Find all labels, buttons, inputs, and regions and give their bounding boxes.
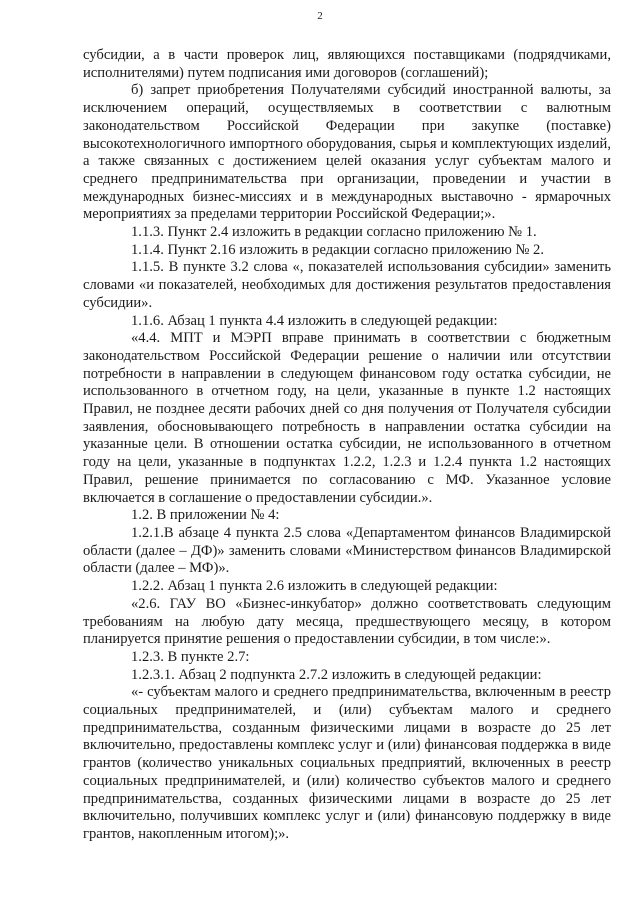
- paragraph-1-2-3-1: 1.2.3.1. Абзац 2 подпункта 2.7.2 изложить в следующей редакции:: [131, 666, 542, 683]
- paragraph-1-2-3: 1.2.3. В пункте 2.7:: [131, 648, 250, 665]
- paragraph-item-b: б) запрет приобретения Получателями субсидий иностранной валюты, за исключением операций, осуществляемых в соответствии с валютным законодательством Российской Федерации при закупке (поставке) высокотехнологичного импортного оборудования, сырья и комплектующих изделий, а также связанных с достижением целей оказания услуг субъектам малого и среднего предпринимательства при организации, проведении и участии в международных бизнес-миссиях и в международных выставочно - ярмарочных мероприятиях за пределами территории Российской Федерации;».: [83, 82, 611, 223]
- page-number: 2: [317, 10, 323, 22]
- paragraph-1-1-4: 1.1.4. Пункт 2.16 изложить в редакции согласно приложению № 2.: [131, 241, 544, 258]
- document-body: [83, 47, 611, 844]
- paragraph-1-1-6: 1.1.6. Абзац 1 пункта 4.4 изложить в следующей редакции:: [131, 312, 498, 329]
- paragraph-1-2: 1.2. В приложении № 4:: [131, 507, 280, 524]
- paragraph-quote-2-6: «2.6. ГАУ ВО «Бизнес-инкубатор» должно соответствовать следующим требованиям на любую дату месяца, предшествующего месяцу, в котором планируется принятие решения о предоставлении субсидии, в том числе:».: [83, 595, 611, 648]
- paragraph-quote-2-7-2: «- субъектам малого и среднего предпринимательства, включенным в реестр социальных предпринимателей, и (или) субъектам малого и среднего предпринимательства, созданным физическими лицами в возрасте до 25 лет включительно, предоставлены комплекс услуг и (или) финансовая поддержка в виде грантов (количество уникальных социальных предприятий, включенных в реестр социальных предпринимателей, и (или) количество субъектов малого и среднего предпринимательства, созданных физическими лицами в возрасте до 25 лет включительно, получивших комплекс услуг и (или) финансовую поддержку в виде грантов, накопленным итогом);».: [83, 684, 611, 842]
- paragraph-quote-4-4: «4.4. МПТ и МЭРП вправе принимать в соответствии с бюджетным законодательством Российской Федерации решение о наличии или отсутствии потребности в направлении в следующем финансовом году остатка субсидии, не использованного в отчетном году, на цели, указанные в пункте 1.2 настоящих Правил, не позднее десяти рабочих дней со дня получения от Получателя субсидии заявления, обосновывающего потребность в направлении остатка субсидии на указанные цели. В отношении остатка субсидии, не использованного в отчетном году на цели, указанные в подпунктах 1.2.2, 1.2.3 и 1.2.4 пункта 1.2 настоящих Правил, решение принимается по согласованию с МФ. Указанное условие включается в соглашение о предоставлении субсидии.».: [83, 330, 611, 506]
- paragraph-1-2-1: 1.2.1.В абзаце 4 пункта 2.5 слова «Департаментом финансов Владимирской области (далее – ДФ)» заменить словами «Министерством финансов Владимирской области (далее – МФ)».: [83, 524, 611, 577]
- paragraph-1-1-3: 1.1.3. Пункт 2.4 изложить в редакции согласно приложению № 1.: [131, 224, 537, 241]
- paragraph-1-2-2: 1.2.2. Абзац 1 пункта 2.6 изложить в следующей редакции:: [131, 578, 498, 595]
- paragraph-continuation: субсидии, а в части проверок лиц, являющихся поставщиками (подрядчиками, исполнителями) путем подписания ими договоров (соглашений);: [83, 47, 611, 81]
- paragraph-1-1-5: 1.1.5. В пункте 3.2 слова «, показателей использования субсидии» заменить словами «и показателей, необходимых для достижения результатов предоставления субсидии».: [83, 259, 611, 311]
